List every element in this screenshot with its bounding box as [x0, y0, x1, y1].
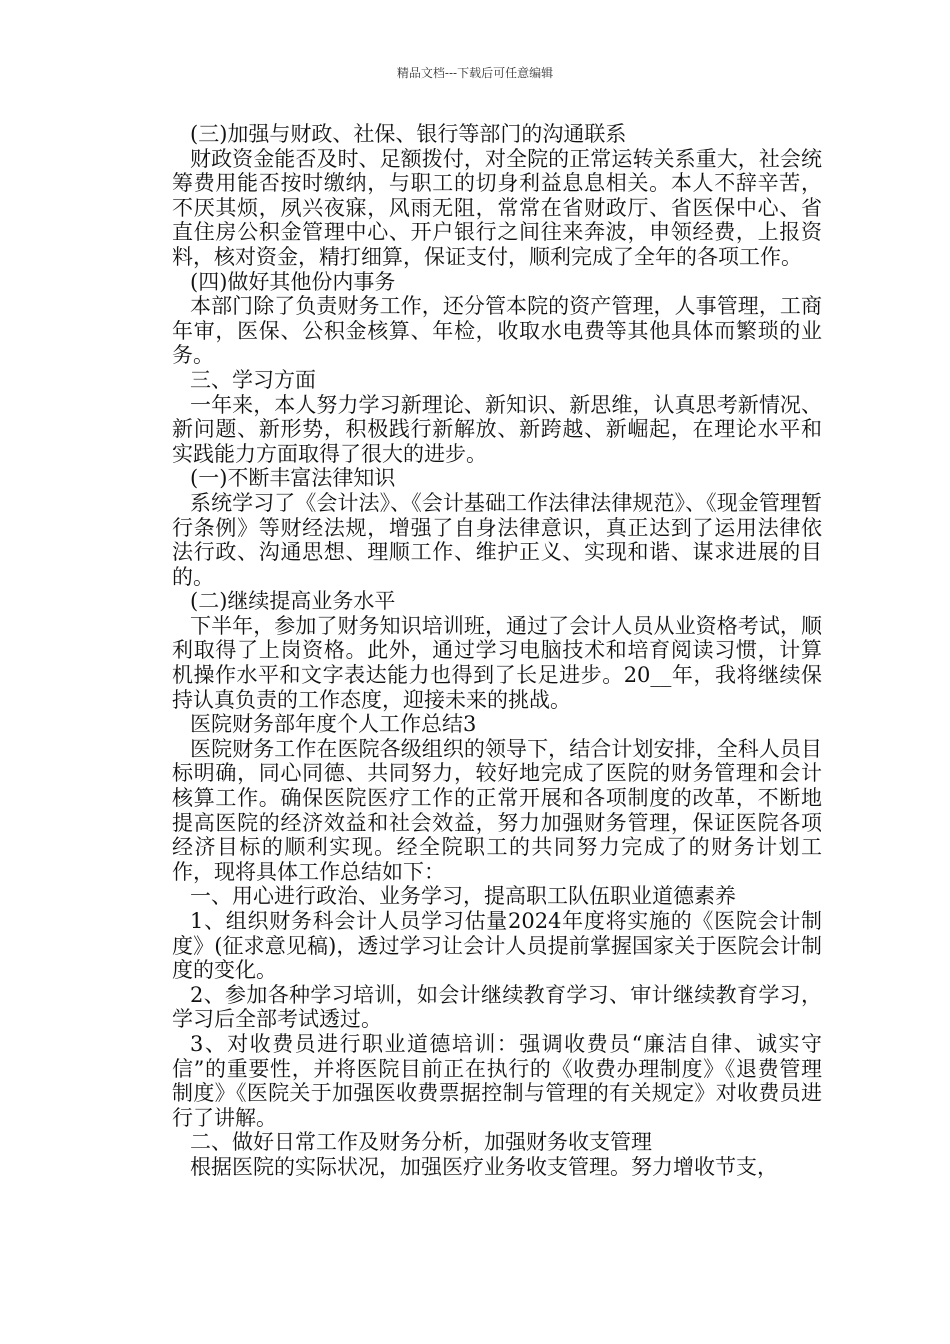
heading-political-study: 一、用心进行政治、业务学习，提高职工队伍职业道德素养 — [190, 884, 736, 909]
heading-daily-work: 二、做好日常工作及财务分析，加强财务收支管理 — [190, 1130, 652, 1155]
paragraph-other-duties: 本部门除了负责财务工作，还分管本院的资产管理，人事管理，工商年审，医保、公积金核算、年检，收取水电费等其他具体而繁琐的业务。 — [172, 294, 822, 368]
list-item-1: 1、组织财务科会计人员学习估量2024年度将实施的《医院会计制度》(征求意见稿)，透过学习让会计人员提前掌握国家关于医院会计制度的变化。 — [172, 909, 822, 983]
heading-section-4: (四)做好其他份内事务 — [190, 269, 396, 294]
paragraph-funding: 财政资金能否及时、足额拨付，对全院的正常运转关系重大，社会统筹费用能否按时缴纳，与职工的切身利益息息相关。本人不辞辛苦，不厌其烦，夙兴夜寐，风雨无阻，常常在省财政厅、省医保中心、省直住房公积金管理中心、开户银行之间往来奔波，申领经费，上报资料，核对资金，精打细算，保证支付，顺利完成了全年的各项工作。 — [172, 146, 822, 269]
heading-law-knowledge: (一)不断丰富法律知识 — [190, 466, 396, 491]
paragraph-summary-intro: 医院财务工作在医院各级组织的领导下，结合计划安排，全科人员目标明确，同心同德、共同努力，较好地完成了医院的财务管理和会计核算工作。确保医院医疗工作的正常开展和各项制度的改革，不断地提高医院的经济效益和社会效益，努力加强财务管理，保证医院各项经济目标的顺利实现。经全院职工的共同努力完成了的财务计划工作，现将具体工作总结如下： — [172, 736, 822, 884]
paragraph-learning: 一年来，本人努力学习新理论、新知识、新思维，认真思考新情况、新问题、新形势，积极践行新解放、新跨越、新崛起，在理论水平和实践能力方面取得了很大的进步。 — [172, 392, 822, 466]
document-body — [172, 122, 822, 1180]
paragraph-business-level: 下半年，参加了财务知识培训班，通过了会计人员从业资格考试，顺利取得了上岗资格。此外，通过学习电脑技术和培育阅读习惯，计算机操作水平和文字表达能力也得到了长足进步。20__年，我将继续保持认真负责的工作态度，迎接未来的挑战。 — [172, 613, 822, 712]
list-item-2: 2、参加各种学习培训，如会计继续教育学习、审计继续教育学习，学习后全部考试透过。 — [172, 982, 822, 1032]
page-header: 精品文档---下载后可任意编辑 — [396, 66, 554, 80]
heading-summary-3: 医院财务部年度个人工作总结3 — [190, 712, 477, 737]
heading-learning: 三、学习方面 — [190, 367, 316, 392]
list-item-3: 3、对收费员进行职业道德培训：强调收费员“廉洁自律、诚实守信”的重要性，并将医院目前正在执行的《收费办理制度》《退费管理制度》《医院关于加强医收费票据控制与管理的有关规定》对收费员进行了讲解。 — [172, 1031, 822, 1130]
paragraph-daily-work: 根据医院的实际状况，加强医疗业务收支管理。努力增收节支， — [190, 1154, 778, 1179]
heading-section-3: (三)加强与财政、社保、银行等部门的沟通联系 — [190, 122, 627, 146]
heading-business-level: (二)继续提高业务水平 — [190, 589, 396, 614]
paragraph-law-knowledge: 系统学习了《会计法》、《会计基础工作法律法律规范》、《现金管理暂行条例》等财经法规，增强了自身法律意识，真正达到了运用法律依法行政、沟通思想、理顺工作、维护正义、实现和谐、谋求进展的目的。 — [172, 490, 822, 589]
